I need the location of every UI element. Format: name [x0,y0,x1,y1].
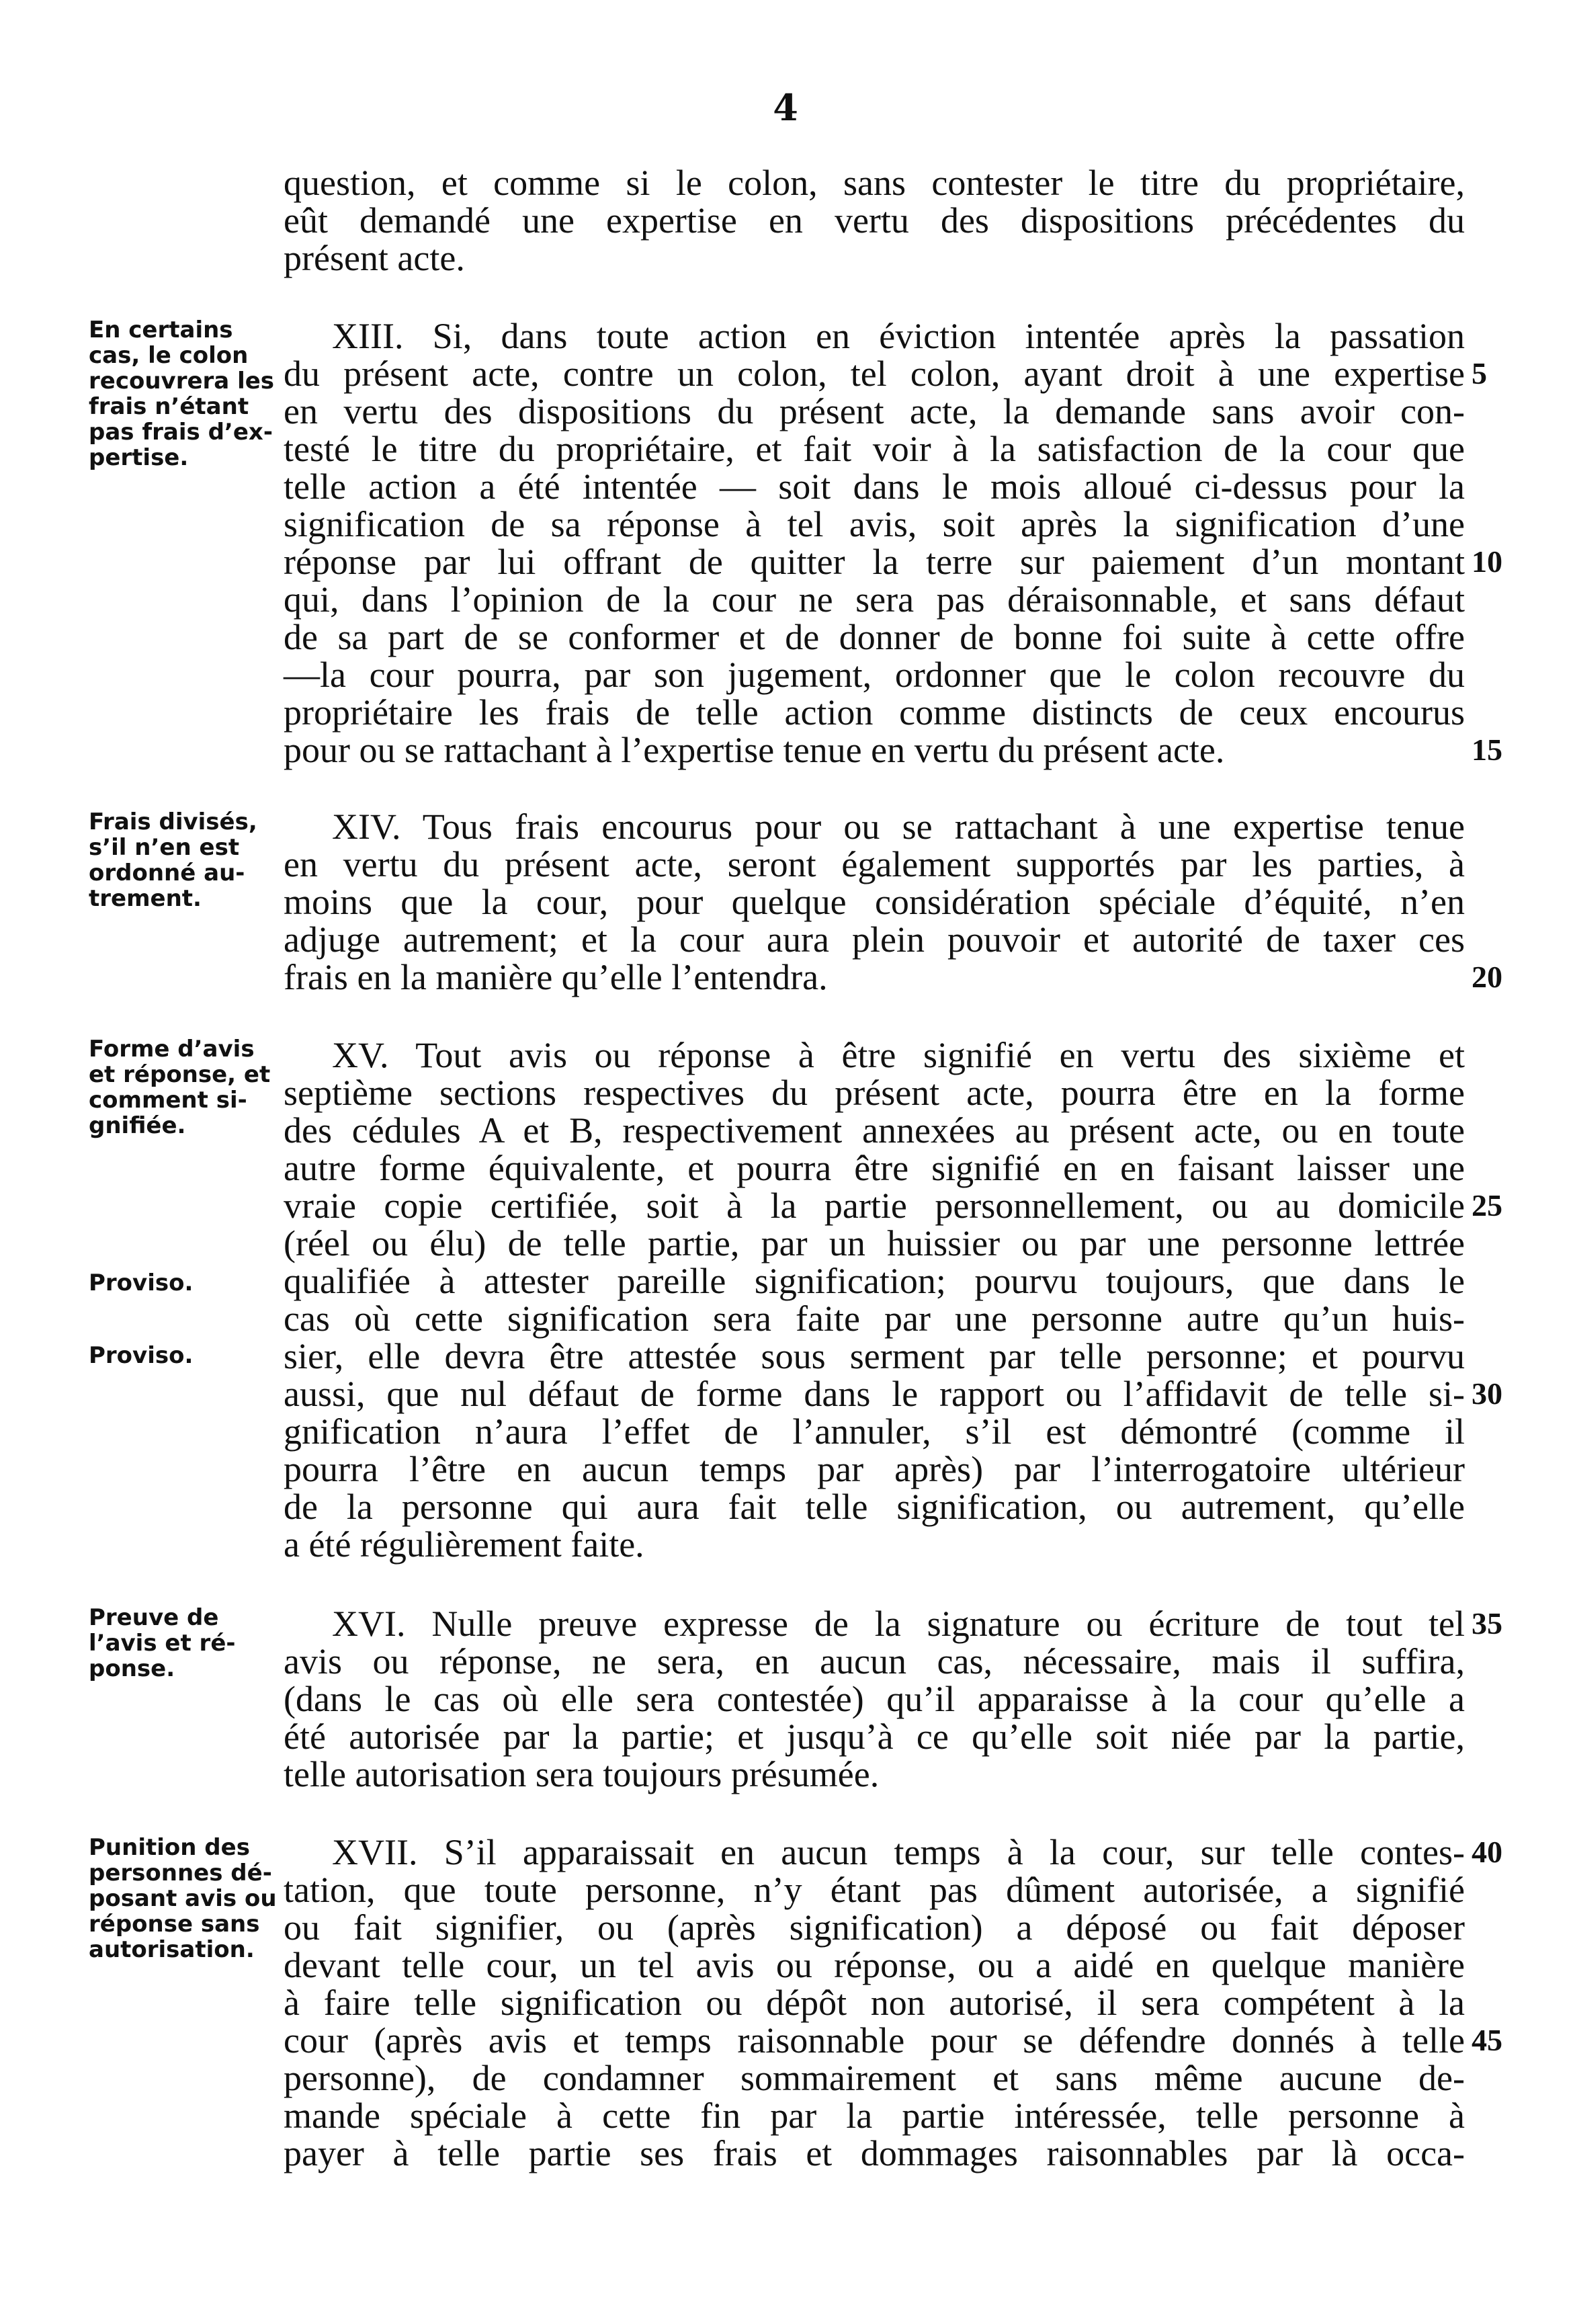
body-line: —la cour pourra, par son jugement, ordonner que le colon recouvre du [284,655,1465,695]
margin-note-preuve-avis: Preuve de l’avis et ré- ponse. [89,1604,236,1682]
line-number: 20 [1472,960,1502,994]
line-number: 15 [1472,733,1502,767]
page-number: 4 [773,86,798,129]
margin-note-frais-divises: Frais divisés, s’il n’en est ordonné au- trement. [89,808,257,912]
body-line: cour (après avis et temps raisonnable pour se défendre donnés à telle [284,2020,1465,2061]
body-line: telle autorisation sera toujours présumée. [284,1754,880,1794]
margin-note-proviso: Proviso. [89,1270,194,1296]
body-line: du présent acte, contre un colon, tel colon, ayant droit à une expertise [284,354,1465,394]
body-line: aussi, que nul défaut de forme dans le rapport ou l’affidavit de telle si- [284,1374,1465,1414]
body-line: gnification n’aura l’effet de l’annuler, s’il est démontré (comme il [284,1411,1465,1452]
line-number: 10 [1472,544,1502,579]
body-line: pourra l’être en aucun temps par après) par l’interrogatoire ultérieur [284,1449,1465,1489]
body-line: vraie copie certifiée, soit à la partie personnellement, ou au domicile [284,1186,1465,1226]
body-line: avis ou réponse, ne sera, en aucun cas, nécessaire, mais il suffira, [284,1641,1465,1682]
section-xvi-first-line: XVI. Nulle preuve expresse de la signature ou écriture de tout tel [332,1604,1465,1644]
margin-note-proviso: Proviso. [89,1342,194,1369]
line-number: 35 [1472,1606,1502,1641]
section-xiii-first-line: XIII. Si, dans toute action en éviction intentée après la passation [332,316,1465,356]
section-xiv-first-line: XIV. Tous frais encourus pour ou se rattachant à une expertise tenue [332,806,1465,847]
body-line: personne), de condamner sommairement et sans même aucune de- [284,2058,1465,2098]
body-line: des cédules A et B, respectivement annexées au présent acte, ou en toute [284,1110,1465,1151]
body-line: testé le titre du propriétaire, et fait voir à la satisfaction de la cour que [284,429,1465,469]
line-number: 5 [1472,356,1487,390]
body-line: (dans le cas où elle sera contestée) qu’il apparaisse à la cour qu’elle a [284,1679,1465,1719]
line-number: 30 [1472,1376,1502,1411]
body-line: septième sections respectives du présent acte, pourra être en la forme [284,1073,1465,1113]
body-line: pour ou se rattachant à l’expertise tenue en vertu du présent acte. [284,730,1225,770]
body-line: telle action a été intentée — soit dans le mois alloué ci-dessus pour la [284,466,1465,507]
body-line: de sa part de se conformer et de donner de bonne foi suite à cette offre [284,617,1465,657]
body-line: moins que la cour, pour quelque considération spéciale d’équité, n’en [284,882,1465,922]
body-line: à faire telle signification ou dépôt non autorisé, il sera compétent à la [284,1983,1465,2023]
body-line: devant telle cour, un tel avis ou réponse, ou a aidé en quelque manière [284,1945,1465,1985]
body-line: ou fait signifier, ou (après signification) a déposé ou fait déposer [284,1907,1465,1948]
line-number: 40 [1472,1835,1502,1869]
body-line: tation, que toute personne, n’y étant pas dûment autorisée, a signifié [284,1870,1465,1910]
line-number: 25 [1472,1188,1502,1222]
margin-note-punition: Punition des personnes dé- posant avis ou réponse sans autorisation. [89,1834,277,1963]
margin-note-forme-avis: Forme d’avis et réponse, et comment si- gnifiée. [89,1036,271,1139]
body-line: de la personne qui aura fait telle signification, ou autrement, qu’elle [284,1487,1465,1527]
body-line: en vertu du présent acte, seront également supportés par les parties, à [284,844,1465,884]
body-line: propriétaire les frais de telle action comme distincts de ceux encourus [284,692,1465,733]
body-line: a été régulièrement faite. [284,1524,644,1565]
line-number: 45 [1472,2023,1502,2057]
body-line: question, et comme si le colon, sans contester le titre du propriétaire, [284,163,1465,203]
body-line: (réel ou élu) de telle partie, par un huissier ou par une personne lettrée [284,1223,1465,1263]
body-line: réponse par lui offrant de quitter la terre sur paiement d’un montant [284,542,1465,582]
body-line: signification de sa réponse à tel avis, soit après la signification d’une [284,504,1465,544]
body-line: été autorisée par la partie; et jusqu’à ce qu’elle soit niée par la partie, [284,1716,1465,1757]
section-xvii-first-line: XVII. S’il apparaissait en aucun temps à la cour, sur telle contes- [332,1832,1465,1872]
body-line: qualifiée à attester pareille signification; pourvu toujours, que dans le [284,1261,1465,1301]
body-line: présent acte. [284,238,465,278]
section-xv-first-line: XV. Tout avis ou réponse à être signifié en vertu des sixième et [332,1035,1465,1075]
body-line: autre forme équivalente, et pourra être signifié en en faisant laisser une [284,1148,1465,1188]
body-line: payer à telle partie ses frais et dommages raisonnables par là occa- [284,2133,1465,2173]
margin-note-frais-eviction: En certains cas, le colon recouvrera les frais n’étant pas frais d’ex- pertise. [89,317,275,471]
body-line: sier, elle devra être attestée sous serment par telle personne; et pourvu [284,1336,1465,1376]
body-line: eût demandé une expertise en vertu des dispositions précédentes du [284,200,1465,241]
body-line: cas où cette signification sera faite par une personne autre qu’un huis- [284,1298,1465,1339]
body-line: frais en la manière qu’elle l’entendra. [284,957,828,997]
body-line: en vertu des dispositions du présent acte, la demande sans avoir con- [284,391,1465,431]
body-line: qui, dans l’opinion de la cour ne sera pas déraisonnable, et sans défaut [284,579,1465,620]
body-line: adjuge autrement; et la cour aura plein pouvoir et autorité de taxer ces [284,919,1465,960]
body-line: mande spéciale à cette fin par la partie intéressée, telle personne à [284,2095,1465,2136]
